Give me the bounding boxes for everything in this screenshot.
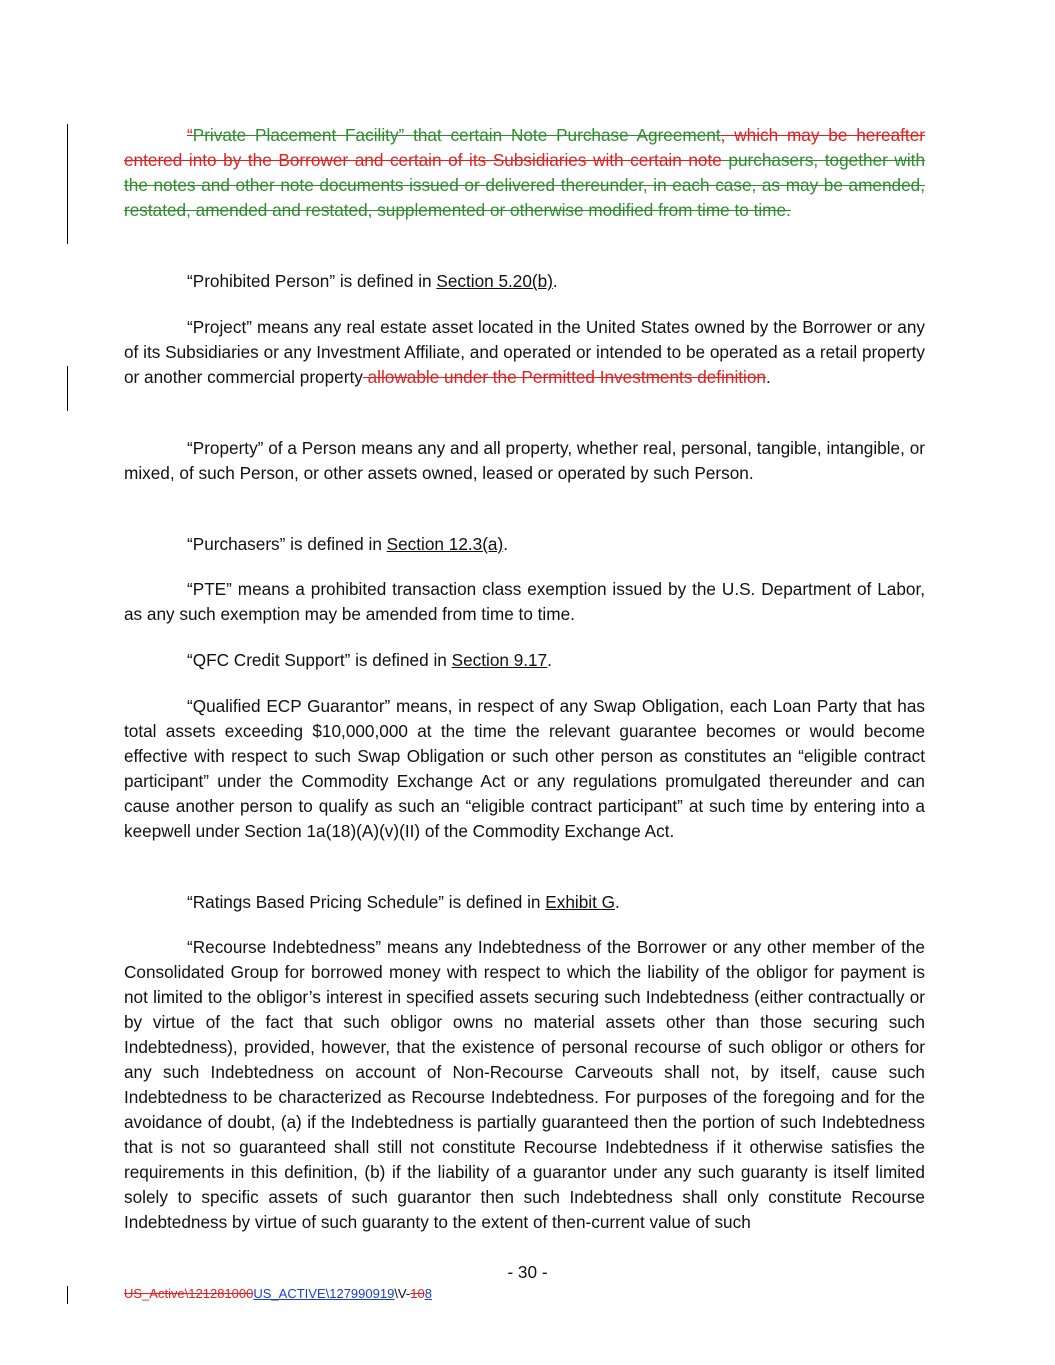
definition-qualified-ecp-guarantor: “Qualified ECP Guarantor” means, in respect of any Swap Obligation, each Loan Party that has total assets exceeding $10,000,000 at the time the relevant guarantee becomes or would become effective with respect to such Swap Obligation or such other person as constitutes an “eligible contract participant” under the Commodity Exchange Act or any regulations promulgated thereunder and can cause another person to qualify as such an “eligible contract participant” at such time by entering into a keepwell under Section 1a(18)(A)(v)(II) of the Commodity Exchange Act. bbox=[124, 696, 925, 841]
definition-recourse-indebtedness: “Recourse Indebtedness” means any Indebtedness of the Borrower or any other member of the Consolidated Group for borrowed money with respect to which the liability of the obligor for payment is not limited to the obligor’s interest in specified assets securing such Indebtedness (either contractually or by virtue of the fact that such obligor owns no material assets other than those securing such Indebtedness), provided, however, that the existence of personal recourse of such obligor or others for any such Indebtedness on account of Non-Recourse Carveouts shall not, by itself, cause such Indebtedness to be characterized as Recourse Indebtedness. For purposes of the foregoing and for the avoidance of doubt, (a) if the Indebtedness is partially guaranteed then the portion of such Indebtedness that is not so guaranteed shall still not constitute Recourse Indebtedness if it otherwise satisfies the requirements in this definition, (b) if the liability of a guarantor under any such guaranty is itself limited solely to specific assets of such guarantor then such Indebtedness shall only constitute Recourse Indebtedness by virtue of such guaranty to the extent of then-current value of such bbox=[124, 937, 925, 1232]
document-id-footer: US_Active\121281000US_ACTIVE\127990919\V-108 bbox=[124, 1286, 432, 1301]
exhibit-reference: Exhibit G bbox=[545, 892, 616, 912]
definition-ratings-based-pricing-schedule: “Ratings Based Pricing Schedule” is defined in Exhibit G. bbox=[187, 892, 620, 912]
definition-pte: “PTE” means a prohibited transaction class exemption issued by the U.S. Department of Labor, as any such exemption may be amended from time to time. bbox=[124, 579, 925, 624]
change-bar bbox=[67, 124, 68, 244]
deleted-text: allowable under the Permitted Investments definition bbox=[362, 367, 766, 387]
definition-qfc-credit-support: “QFC Credit Support” is defined in Section 9.17. bbox=[187, 650, 552, 670]
definition-prohibited-person: “Prohibited Person” is defined in Section 5.20(b). bbox=[187, 271, 558, 291]
change-bar bbox=[67, 366, 68, 411]
page-number: - 30 - bbox=[507, 1262, 548, 1282]
definition-purchasers: “Purchasers” is defined in Section 12.3(a). bbox=[187, 534, 508, 554]
defined-term: Private Placement Facility” bbox=[192, 125, 405, 145]
definition-project: “Project” means any real estate asset located in the United States owned by the Borrower or any of its Subsidiaries or any Investment Affiliate, and operated or intended to be operated as a retail property or another commercial property allowable under the Permitted Investments definition. bbox=[124, 317, 925, 387]
section-reference: Section 12.3(a) bbox=[386, 534, 504, 554]
definition-private-placement-facility: “Private Placement Facility” that certain Note Purchase Agreement, which may be hereafter entered into by the Borrower and certain of its Subsidiaries with certain note purchasers, together with the notes and other note documents issued or delivered thereunder, in each case, as may be amended, restated, amended and restated, supplemented or otherwise modified from time to time. bbox=[124, 125, 925, 220]
section-reference: Section 5.20(b) bbox=[436, 271, 553, 291]
definition-property: “Property” of a Person means any and all property, whether real, personal, tangible, intangible, or mixed, of such Person, or other assets owned, leased or operated by such Person. bbox=[124, 438, 925, 483]
section-reference: Section 9.17 bbox=[451, 650, 548, 670]
change-bar bbox=[67, 1286, 68, 1304]
